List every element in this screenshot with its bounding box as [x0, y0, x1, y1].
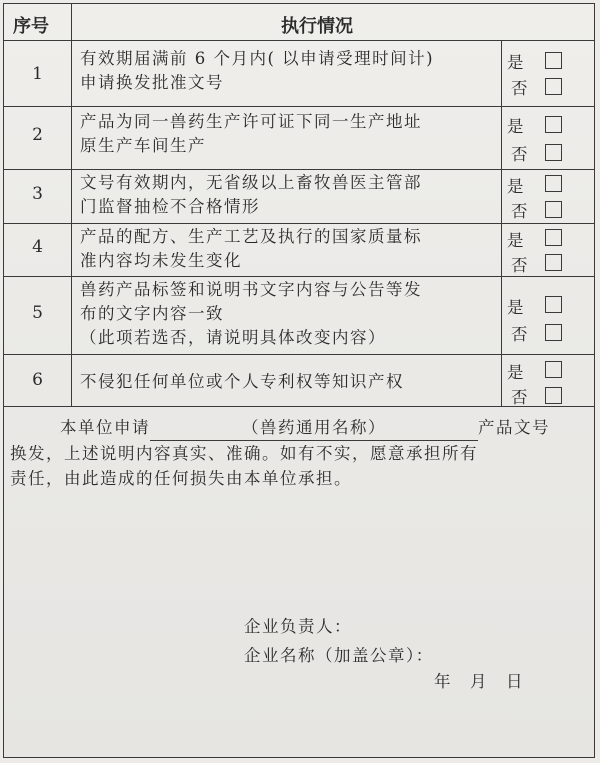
row-text [80, 370, 500, 394]
no-checkbox[interactable] [545, 144, 562, 161]
row-index: 3 [32, 184, 43, 204]
no-checkbox[interactable] [545, 324, 562, 341]
statement-prefix: 本单位申请 [60, 418, 150, 437]
row-text-line: 兽药产品标签和说明书文字内容与公告等发 [80, 280, 422, 299]
no-label: 否 [511, 145, 528, 164]
statement-suffix: 产品文号 [478, 418, 550, 437]
row-text-line: 布的文字内容一致 [80, 304, 224, 323]
form-sheet [3, 3, 595, 758]
row-text-line: 不侵犯任何单位或个人专利权等知识产权 [80, 372, 404, 391]
divider [4, 169, 594, 170]
yes-label: 是 [507, 53, 524, 72]
no-checkbox[interactable] [545, 254, 562, 271]
row-text-line: 产品为同一兽药生产许可证下同一生产地址 [80, 112, 422, 131]
no-label: 否 [511, 79, 528, 98]
no-checkbox[interactable] [545, 78, 562, 95]
yes-label: 是 [507, 298, 524, 317]
row-text [80, 278, 500, 350]
row-text [80, 47, 500, 95]
no-checkbox[interactable] [545, 387, 562, 404]
yes-checkbox[interactable] [545, 361, 562, 378]
row-text-line: 文号有效期内，无省级以上畜牧兽医主管部 [80, 173, 422, 192]
statement-line [10, 415, 590, 441]
row-text-line: 产品的配方、生产工艺及执行的国家质量标 [80, 227, 422, 246]
yes-checkbox[interactable] [545, 116, 562, 133]
row-text-line: 准内容均未发生变化 [80, 251, 242, 270]
declaration-statement [10, 415, 590, 491]
date-line: 年 月 日 [434, 672, 524, 691]
row-index: 4 [32, 237, 43, 257]
row-index: 5 [32, 303, 43, 323]
statement-line: 责任，由此造成的任何损失由本单位承担。 [10, 469, 352, 488]
divider [4, 106, 594, 107]
row-text [80, 171, 500, 219]
no-label: 否 [511, 256, 528, 275]
row-text [80, 110, 500, 158]
company-name-label: 企业名称（加盖公章）： [244, 646, 434, 665]
divider [4, 354, 594, 355]
row-text-line: 门监督抽检不合格情形 [80, 197, 260, 216]
yes-label: 是 [507, 231, 524, 250]
row-text-line: 申请换发批准文号 [80, 73, 224, 92]
no-checkbox[interactable] [545, 201, 562, 218]
no-label: 否 [511, 388, 528, 407]
row-text-line: 有效期届满前 6 个月内( 以申请受理时间计) [80, 49, 435, 68]
yes-label: 是 [507, 177, 524, 196]
row-index: 1 [32, 64, 43, 84]
row-text-line: （此项若选否，请说明具体改变内容） [80, 328, 386, 347]
column-header-status: 执行情况 [281, 16, 353, 37]
yes-checkbox[interactable] [545, 175, 562, 192]
divider [4, 406, 594, 407]
yes-checkbox[interactable] [545, 229, 562, 246]
divider [4, 40, 594, 41]
column-header-index: 序号 [13, 16, 49, 37]
yes-checkbox[interactable] [545, 52, 562, 69]
row-index: 2 [32, 125, 43, 145]
divider [4, 223, 594, 224]
row-text [80, 225, 500, 273]
divider [71, 4, 72, 406]
row-text-line: 原生产车间生产 [80, 136, 206, 155]
no-label: 否 [511, 325, 528, 344]
divider [4, 276, 594, 277]
statement-line: 换发，上述说明内容真实、准确。如有不实，愿意承担所有 [10, 444, 478, 463]
yes-label: 是 [507, 363, 524, 382]
yes-label: 是 [507, 117, 524, 136]
product-name-blank[interactable]: （兽药通用名称） [150, 415, 478, 441]
no-label: 否 [511, 202, 528, 221]
row-index: 6 [32, 370, 43, 390]
yes-checkbox[interactable] [545, 296, 562, 313]
responsible-person-label: 企业负责人： [244, 617, 352, 636]
